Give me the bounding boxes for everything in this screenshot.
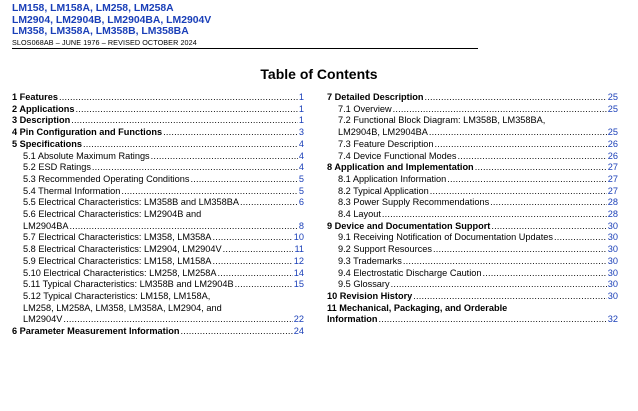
toc-page-link[interactable]: 30: [607, 290, 618, 301]
toc-page-link[interactable]: 8: [298, 220, 304, 231]
dot-leader: [151, 151, 298, 163]
toc-entry[interactable]: [327, 151, 618, 163]
dot-leader: [379, 314, 607, 326]
toc-entry-label: 8.4 Layout: [338, 209, 381, 220]
dot-leader: [483, 268, 607, 280]
toc-entry[interactable]: [327, 209, 618, 221]
toc-page-link[interactable]: 5: [298, 185, 304, 196]
toc-entry-label: 8.2 Typical Application: [338, 185, 429, 196]
dot-leader: [92, 162, 298, 174]
toc-page-link[interactable]: 27: [607, 173, 618, 184]
toc-page-link[interactable]: 6: [298, 197, 304, 208]
dot-leader: [59, 92, 298, 104]
toc-entry-label: LM2904V: [23, 314, 63, 325]
toc-entry-label: 9.1 Receiving Notification of Documentation Updates: [338, 232, 554, 243]
toc-entry[interactable]: [12, 151, 304, 163]
dot-leader: [491, 221, 606, 233]
dot-leader: [393, 104, 607, 116]
toc-page-link[interactable]: 1: [298, 92, 304, 102]
toc-entry[interactable]: [327, 174, 618, 186]
toc-entry[interactable]: [327, 92, 618, 104]
toc-page-link[interactable]: 25: [607, 92, 618, 102]
toc-entry[interactable]: [12, 115, 304, 127]
toc-entry-label: 9.4 Electrostatic Discharge Caution: [338, 267, 482, 278]
dot-leader: [83, 139, 298, 151]
toc-entry[interactable]: [12, 92, 304, 104]
dot-leader: [430, 186, 607, 198]
dot-leader: [433, 244, 607, 256]
dot-leader: [391, 279, 607, 291]
toc-page-link[interactable]: 26: [607, 138, 618, 149]
toc-entry-label: 9.2 Support Resources: [338, 244, 432, 255]
toc-page-link[interactable]: 27: [607, 185, 618, 196]
toc-entry-label: 5.2 ESD Ratings: [23, 162, 91, 173]
toc-entry[interactable]: [327, 162, 618, 174]
toc-entry[interactable]: [12, 268, 304, 280]
toc-entry-label: 5 Specifications: [12, 138, 82, 149]
toc-page-link[interactable]: 28: [607, 209, 618, 220]
toc-page-link[interactable]: 25: [607, 103, 618, 114]
toc-page-link[interactable]: 4: [298, 150, 304, 161]
toc-entry[interactable]: [12, 256, 304, 268]
toc-entry-label: 7.4 Device Functional Modes: [338, 150, 457, 161]
toc-page-link[interactable]: 30: [607, 244, 618, 255]
toc-entry[interactable]: [12, 186, 304, 198]
toc-entry[interactable]: [12, 279, 304, 291]
toc-left-column: [12, 92, 304, 338]
toc-page-link[interactable]: 30: [607, 232, 618, 243]
toc-entry-label: LM258, LM258A, LM358, LM358A, LM2904, and: [23, 302, 222, 313]
toc-entry[interactable]: [327, 139, 618, 151]
document-id: SLOS068AB – JUNE 1976 – REVISED OCTOBER 2024: [12, 37, 197, 47]
toc-entry-label: 9 Device and Documentation Support: [327, 220, 491, 231]
toc-title: Table of Contents: [260, 66, 378, 82]
toc-page-link[interactable]: 1: [298, 103, 304, 114]
toc-entry-label: 8.3 Power Supply Recommendations: [338, 197, 490, 208]
dot-leader: [71, 115, 298, 127]
dot-leader: [69, 221, 297, 233]
toc-entry-label: 5.6 Electrical Characteristics: LM2904B and: [23, 209, 202, 220]
toc-entry[interactable]: [327, 303, 618, 326]
toc-page-link[interactable]: 30: [607, 255, 618, 266]
toc-entry[interactable]: [327, 115, 618, 138]
toc-entry[interactable]: [327, 256, 618, 268]
toc-entry[interactable]: [12, 291, 304, 326]
dot-leader: [163, 127, 298, 139]
dot-leader: [475, 162, 607, 174]
toc-entry-label: 5.12 Typical Characteristics: LM158, LM158A,: [23, 290, 211, 301]
dot-leader: [121, 186, 298, 198]
dot-leader: [413, 291, 606, 303]
toc-entry-label: 5.1 Absolute Maximum Ratings: [23, 150, 150, 161]
toc-entry[interactable]: [327, 104, 618, 116]
toc-entry[interactable]: [12, 197, 304, 209]
toc-entry[interactable]: [12, 244, 304, 256]
toc-page-link[interactable]: 12: [293, 255, 304, 266]
toc-entry-label: 9.3 Trademarks: [338, 255, 402, 266]
dot-leader: [490, 197, 607, 209]
dot-leader: [403, 256, 607, 268]
toc-page-link[interactable]: 22: [293, 314, 304, 325]
toc-page-link[interactable]: 30: [607, 279, 618, 290]
toc-page-link[interactable]: 27: [607, 162, 618, 173]
toc-entry-label: 5.7 Electrical Characteristics: LM358, LM358A: [23, 232, 212, 243]
toc-entry-label: 5.9 Electrical Characteristics: LM158, LM158A: [23, 255, 212, 266]
toc-entry-label: 11 Mechanical, Packaging, and Orderable: [327, 302, 508, 313]
toc-entry[interactable]: [327, 221, 618, 233]
dot-leader: [447, 174, 606, 186]
dot-leader: [191, 174, 298, 186]
dot-leader: [218, 268, 293, 280]
toc-entry[interactable]: [12, 232, 304, 244]
toc-entry-label: LM2904B, LM2904BA: [338, 127, 428, 138]
toc-entry[interactable]: [327, 232, 618, 244]
toc-entry-label: 5.11 Typical Characteristics: LM358B and LM2904B: [23, 279, 234, 290]
toc-page-link[interactable]: 28: [607, 197, 618, 208]
toc-entry-label: 5.3 Recommended Operating Conditions: [23, 173, 190, 184]
toc-entry-label: 7.3 Feature Description: [338, 138, 434, 149]
toc-page-link[interactable]: 24: [293, 326, 304, 337]
toc-entry[interactable]: [327, 244, 618, 256]
part-number-line-2: LM2904, LM2904B, LM2904BA, LM2904V: [12, 14, 212, 26]
toc-entry-label: 8 Application and Implementation: [327, 162, 474, 173]
toc-entry[interactable]: [12, 139, 304, 151]
dot-leader: [212, 256, 292, 268]
toc-entry-label: 4 Pin Configuration and Functions: [12, 127, 163, 138]
toc-page-link[interactable]: 30: [607, 220, 618, 231]
toc-entry[interactable]: [327, 291, 618, 303]
toc-page-link[interactable]: 30: [607, 267, 618, 278]
header-rule: [12, 48, 478, 49]
toc-entry[interactable]: [12, 209, 304, 232]
toc-entry[interactable]: [327, 268, 618, 280]
toc-entry[interactable]: [12, 174, 304, 186]
dot-leader: [63, 314, 292, 326]
toc-entry-label: 6 Parameter Measurement Information: [12, 326, 180, 337]
dot-leader: [425, 92, 607, 104]
toc-entry[interactable]: [12, 162, 304, 174]
toc-entry-label: 8.1 Application Information: [338, 173, 447, 184]
toc-page-link[interactable]: 32: [607, 314, 618, 325]
toc-entry-label: 7.1 Overview: [338, 103, 392, 114]
toc-entry-label: 1 Features: [12, 92, 58, 102]
toc-entry-label: 5.5 Electrical Characteristics: LM358B and LM358BA: [23, 197, 240, 208]
dot-leader: [75, 104, 297, 116]
toc-entry-label: 5.10 Electrical Characteristics: LM258, LM258A: [23, 267, 217, 278]
toc-page-link[interactable]: 5: [298, 173, 304, 184]
document-header: [12, 3, 211, 47]
toc-entry[interactable]: [12, 326, 304, 338]
toc-entry[interactable]: [327, 197, 618, 209]
part-number-line-3: LM358, LM358A, LM358B, LM358BA: [12, 26, 189, 38]
dot-leader: [435, 139, 607, 151]
toc-entry-label: 7.2 Functional Block Diagram: LM358B, LM358BA,: [338, 115, 546, 126]
toc-entry-label: 10 Revision History: [327, 290, 413, 301]
toc-page-link[interactable]: 3: [298, 127, 304, 138]
toc-entry[interactable]: [12, 104, 304, 116]
toc-right-column: [327, 92, 618, 326]
part-number-line-1: LM158, LM158A, LM258, LM258A: [12, 3, 174, 14]
toc-entry[interactable]: [12, 127, 304, 139]
toc-page-link[interactable]: 10: [293, 232, 304, 243]
dot-leader: [212, 232, 292, 244]
dot-leader: [235, 279, 293, 291]
toc-entry-label: 9.5 Glossary: [338, 279, 390, 290]
toc-page-link[interactable]: 4: [298, 138, 304, 149]
toc-entry[interactable]: [327, 186, 618, 198]
toc-entry[interactable]: [327, 279, 618, 291]
toc-entry-label: LM2904BA: [23, 220, 69, 231]
dot-leader: [457, 151, 606, 163]
toc-page-link[interactable]: 1: [298, 115, 304, 126]
dot-leader: [429, 127, 607, 139]
toc-entry-label: 2 Applications: [12, 103, 75, 114]
toc-page-link[interactable]: 4: [298, 162, 304, 173]
toc-page-link[interactable]: 11: [294, 244, 304, 255]
toc-entry-label: 7 Detailed Description: [327, 92, 424, 102]
toc-entry-label: 5.4 Thermal Information: [23, 185, 121, 196]
dot-leader: [180, 326, 292, 338]
toc-page-link[interactable]: 14: [293, 267, 304, 278]
dot-leader: [382, 209, 607, 221]
toc-page-link[interactable]: 25: [607, 127, 618, 138]
toc-page-link[interactable]: 15: [293, 279, 304, 290]
toc-entry-label: 5.8 Electrical Characteristics: LM2904, LM2904V: [23, 244, 222, 255]
toc-page-link[interactable]: 26: [607, 150, 618, 161]
toc-entry-label: 3 Description: [12, 115, 71, 126]
dot-leader: [223, 244, 294, 256]
dot-leader: [240, 197, 298, 209]
dot-leader: [554, 232, 607, 244]
toc-entry-label: Information: [327, 314, 378, 325]
